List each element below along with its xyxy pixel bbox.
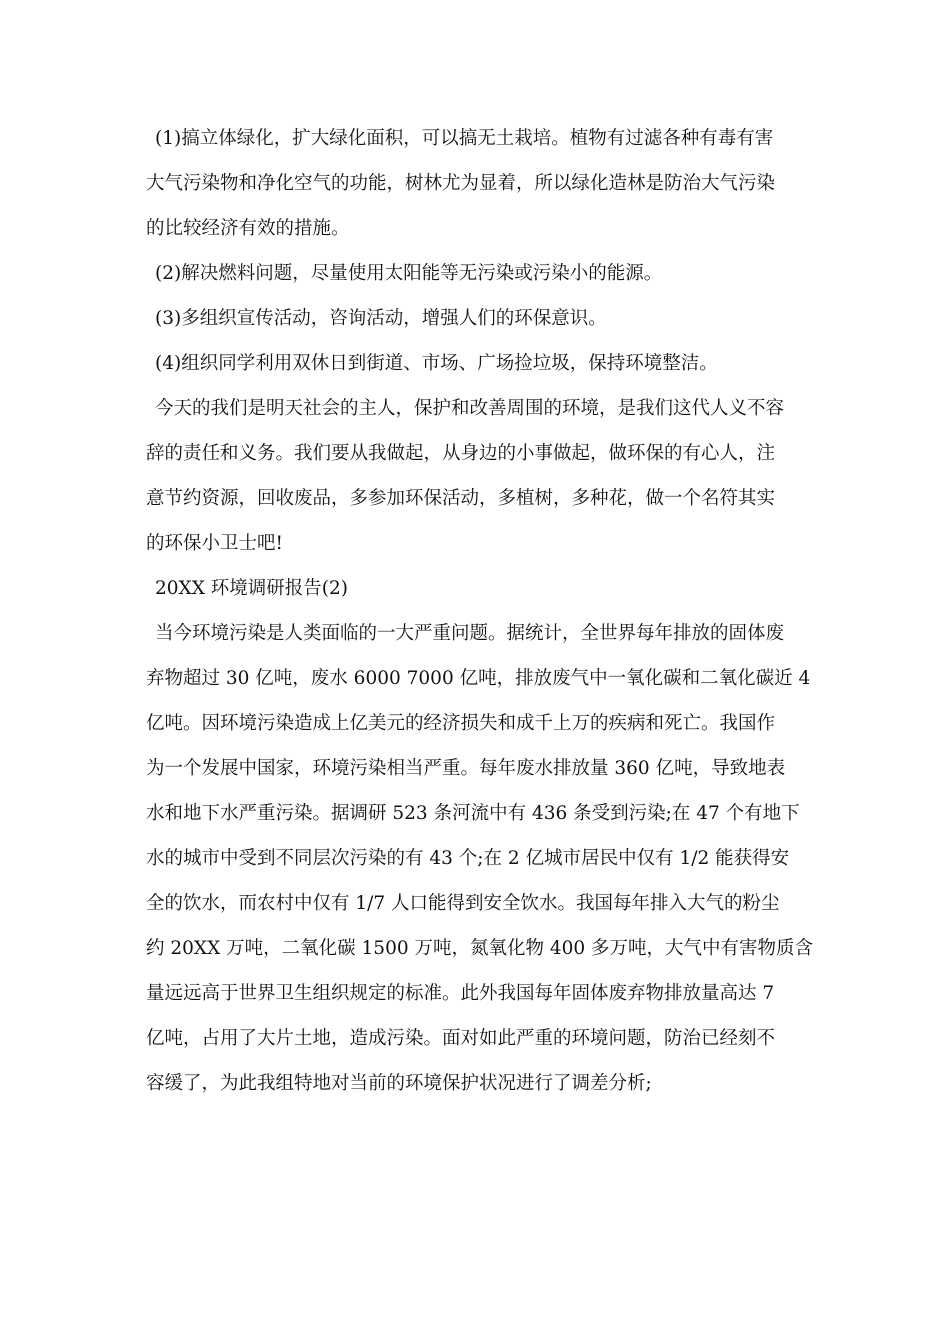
paragraph-conclusion [146,386,818,566]
paragraph-pollution-overview [146,611,818,1106]
paragraph-fuel-measure [146,251,818,296]
text-line: (3)多组织宣传活动，咨询活动，增强人们的环保意识。 [155,308,607,329]
text-line: (4)组织同学利用双休日到街道、市场、广场捡垃圾，保持环境整洁。 [155,353,718,374]
text-line: 水和地下水严重污染。据调研 523 条河流中有 436 条受到污染;在 47 个有地下 [146,803,800,824]
report-heading [146,566,818,611]
text-line: (1)搞立体绿化，扩大绿化面积，可以搞无土栽培。植物有过滤各种有毒有害 [155,128,774,149]
text-line: 亿吨，占用了大片土地，造成污染。面对如此严重的环境问题，防治已经刻不 [146,1028,776,1049]
paragraph-publicity-measure [146,296,818,341]
text-line: 量远远高于世界卫生组织规定的标准。此外我国每年固体废弃物排放量高达 7 [146,983,775,1004]
text-line: 的比较经济有效的措施。 [146,218,350,239]
text-line: 亿吨。因环境污染造成上亿美元的经济损失和成千上万的疾病和死亡。我国作 [146,713,776,734]
document-body [146,116,818,1106]
section-title: 20XX 环境调研报告(2) [155,578,348,599]
text-line: 容缓了，为此我组特地对当前的环境保护状况进行了调差分析; [146,1073,652,1094]
text-line: 当今环境污染是人类面临的一大严重问题。据统计，全世界每年排放的固体废 [155,623,785,644]
text-line: 为一个发展中国家，环境污染相当严重。每年废水排放量 360 亿吨，导致地表 [146,758,786,779]
text-line: 约 20XX 万吨，二氧化碳 1500 万吨，氮氧化物 400 多万吨，大气中有害物质含 [146,938,814,959]
text-line: 水的城市中受到不同层次污染的有 43 个;在 2 亿城市居民中仅有 1/2 能获得安 [146,848,790,869]
paragraph-greening-measures [146,116,818,251]
text-line: 全的饮水，而农村中仅有 1/7 人口能得到安全饮水。我国每年排入大气的粉尘 [146,893,780,914]
text-line: 意节约资源，回收废品，多参加环保活动，多植树，多种花，做一个名符其实 [146,488,776,509]
paragraph-cleanup-measure [146,341,818,386]
text-line: (2)解决燃料问题，尽量使用太阳能等无污染或污染小的能源。 [155,263,663,284]
text-line: 今天的我们是明天社会的主人，保护和改善周围的环境，是我们这代人义不容 [155,398,785,419]
text-line: 大气污染物和净化空气的功能，树林尤为显着，所以绿化造林是防治大气污染 [146,173,776,194]
text-line: 弃物超过 30 亿吨，废水 6000 7000 亿吨，排放废气中一氧化碳和二氧化碳近 4 [146,668,811,689]
text-line: 的环保小卫士吧! [146,533,283,554]
text-line: 辞的责任和义务。我们要从我做起，从身边的小事做起，做环保的有心人，注 [146,443,776,464]
